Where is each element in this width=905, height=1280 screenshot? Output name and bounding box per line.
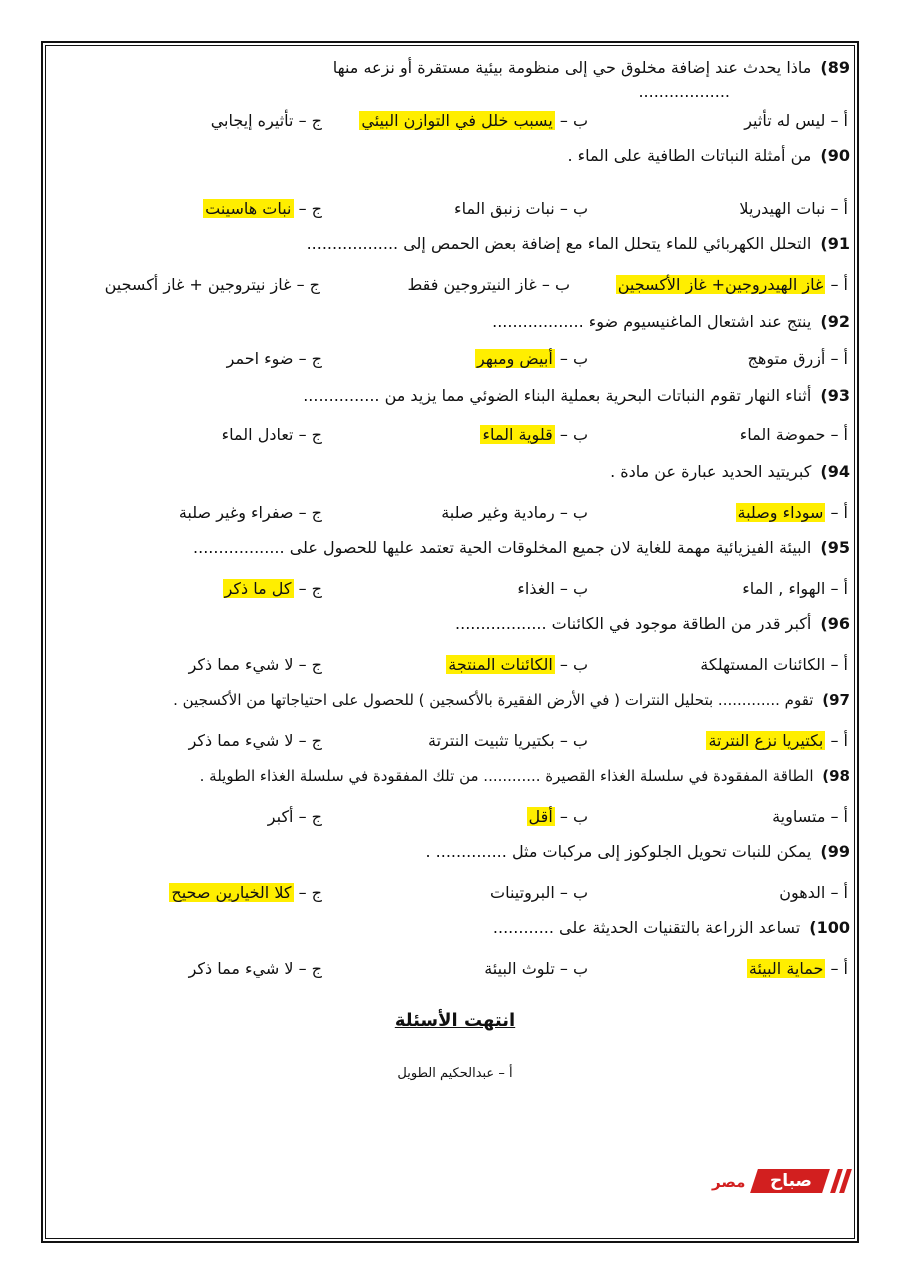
option-a: أ – غاز الهيدروجين+ غاز الأكسجين <box>617 275 848 294</box>
option-b: ب – الكائنات المنتجة <box>448 655 588 674</box>
question-sheet <box>60 48 850 1168</box>
option-a: أ – الهواء , الماء <box>742 579 848 598</box>
question-99: 99) يمكن للنبات تحويل الجلوكوز إلى مركبات مثل .............. . <box>425 842 850 861</box>
option-b: ب – تلوث البيئة <box>484 959 588 978</box>
option-c: ج – صفراء وغير صلبة <box>178 503 322 522</box>
option-c: ج – غاز نيتروجين + غاز أكسجين <box>104 275 320 294</box>
answer-highlight: يسبب خلل في التوازن البيئي <box>361 111 553 130</box>
option-c: ج – لا شيء مما ذكر <box>188 655 322 674</box>
options-100 <box>60 956 850 982</box>
option-a: أ – نبات الهيدريلا <box>739 199 848 218</box>
question-97: 97) تقوم ............. بتحليل النترات ( في الأرض الفقيرة بالأكسجين ) للحصول على احتياجاتها من الأكسجين . <box>173 691 850 709</box>
option-b: ب – الغذاء <box>517 579 588 598</box>
option-c: ج – نبات هاسينت <box>205 199 322 218</box>
answer-highlight: غاز الهيدروجين+ غاز الأكسجين <box>617 275 824 294</box>
end-of-questions-title: انتهت الأسئلة <box>394 1010 516 1031</box>
question-96: 96) أكبر قدر من الطاقة موجود في الكائنات .................. <box>455 614 850 633</box>
question-94: 94) كبريتيد الحديد عبارة عن مادة . <box>610 462 850 481</box>
answer-highlight: بكتيريا نزع النترتة <box>708 731 824 750</box>
option-b: ب – البروتينات <box>490 883 588 902</box>
option-a: أ – حموضة الماء <box>739 425 848 444</box>
question-93: 93) أثناء النهار تقوم النباتات البحرية بعملية البناء الضوئي مما يزيد من ............... <box>303 386 850 405</box>
logo-word-boxed: صباح <box>769 1171 812 1191</box>
question-text: ماذا يحدث عند إضافة مخلوق حي إلى منظومة بيئية مستقرة أو نزعه منها <box>332 58 812 77</box>
option-b: ب – غاز النيتروجين فقط <box>407 275 570 294</box>
option-c: ج – تأثيره إيجابي <box>210 111 322 130</box>
answer-highlight: أبيض ومبهر <box>477 349 553 368</box>
option-c: ج – تعادل الماء <box>221 425 322 444</box>
option-a: أ – الكائنات المستهلكة <box>700 655 848 674</box>
options-96 <box>60 652 850 678</box>
options-99 <box>60 880 850 906</box>
option-b: ب – أبيض ومبهر <box>477 349 588 368</box>
question-92: 92) ينتج عند اشتعال الماغنيسيوم ضوء .................. <box>492 312 850 331</box>
option-b: ب – بكتيريا تثبيت النترتة <box>428 731 588 750</box>
question-91: 91) التحلل الكهربائي للماء يتحلل الماء مع إضافة بعض الحمص إلى .................. <box>306 234 850 253</box>
options-89 <box>60 108 850 134</box>
question-number: 89) <box>820 58 850 77</box>
answer-highlight: سوداء وصلبة <box>737 503 824 522</box>
question-98: 98) الطاقة المفقودة في سلسلة الغذاء القصيرة ............ من تلك المفقودة في سلسلة الغذاء الطويلة . <box>199 767 850 785</box>
answer-highlight: كلا الخيارين صحيح <box>171 883 292 902</box>
options-98 <box>60 804 850 830</box>
answer-highlight: نبات هاسينت <box>205 199 292 218</box>
option-b: ب – رمادية وغير صلبة <box>441 503 588 522</box>
options-93 <box>60 422 850 448</box>
option-a: أ – ليس له تأثير <box>744 111 848 130</box>
option-c: ج – كلا الخيارين صحيح <box>171 883 322 902</box>
option-c: ج – ضوء احمر <box>226 349 322 368</box>
options-94 <box>60 500 850 526</box>
question-90: 90) من أمثلة النباتات الطافية على الماء . <box>567 146 850 165</box>
author-name: أ – عبدالحكيم الطويل <box>397 1066 513 1081</box>
answer-highlight: الكائنات المنتجة <box>448 655 553 674</box>
answer-highlight: أقل <box>528 807 553 826</box>
option-b: ب – أقل <box>528 807 588 826</box>
option-a: أ – الدهون <box>779 883 848 902</box>
option-a: أ – متساوية <box>772 807 848 826</box>
option-a: أ – بكتيريا نزع النترتة <box>708 731 848 750</box>
answer-highlight: قلوية الماء <box>482 425 553 444</box>
option-b: ب – نبات زنبق الماء <box>454 199 588 218</box>
option-c: ج – لا شيء مما ذكر <box>188 959 322 978</box>
question-89 <box>60 56 850 104</box>
options-91 <box>60 272 850 298</box>
options-90 <box>60 196 850 222</box>
answer-highlight: كل ما ذكر <box>224 579 292 598</box>
question-blank: .................. <box>638 82 730 101</box>
option-a: أ – حماية البيئة <box>748 959 848 978</box>
sabah-masr-logo <box>708 1167 853 1195</box>
options-97 <box>60 728 850 754</box>
logo-word-plain: مصر <box>712 1173 746 1191</box>
question-95: 95) البيئة الفيزيائية مهمة للغاية لان جميع المخلوقات الحية تعتمد عليها للحصول على .................. <box>193 538 850 557</box>
answer-highlight: حماية البيئة <box>748 959 824 978</box>
option-b: ب – قلوية الماء <box>482 425 588 444</box>
option-c: ج – أكبر <box>267 807 322 826</box>
option-c: ج – كل ما ذكر <box>224 579 322 598</box>
question-100: 100) تساعد الزراعة بالتقنيات الحديثة على ............ <box>492 918 850 937</box>
options-92 <box>60 346 850 372</box>
options-95 <box>60 576 850 602</box>
option-a: أ – سوداء وصلبة <box>737 503 848 522</box>
option-c: ج – لا شيء مما ذكر <box>188 731 322 750</box>
option-b: ب – يسبب خلل في التوازن البيئي <box>361 111 588 130</box>
option-a: أ – أزرق متوهج <box>747 349 848 368</box>
